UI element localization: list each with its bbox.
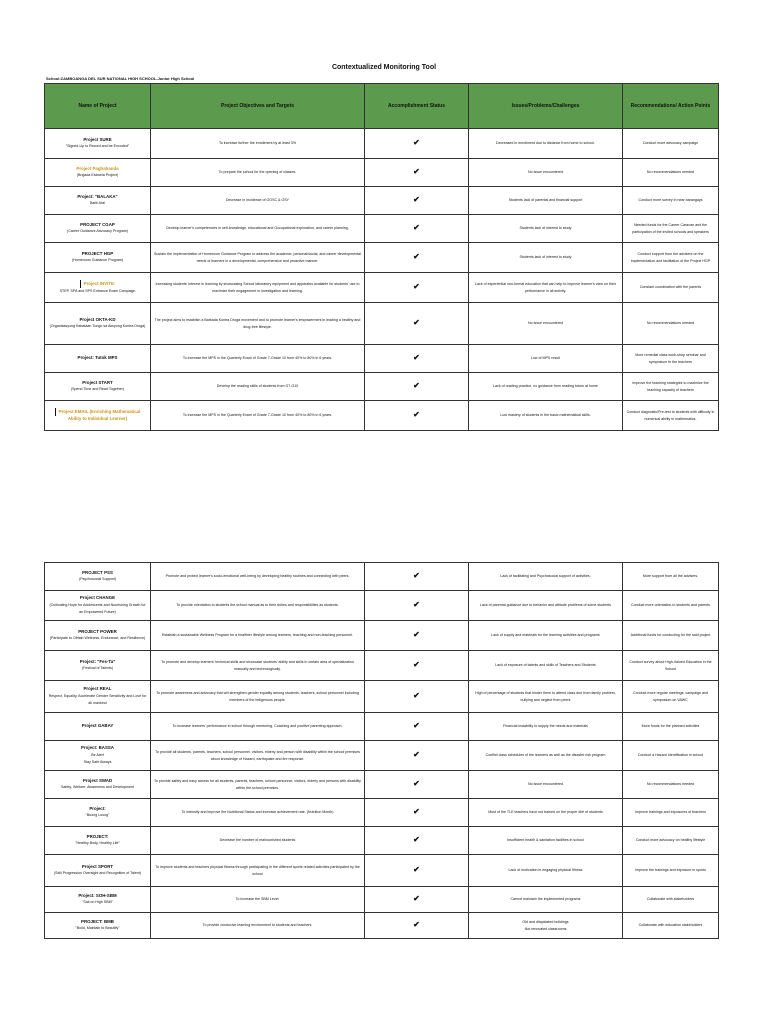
project-objective: To provide conducive learning environment to students and teachers. [151, 913, 365, 939]
project-subtitle: Respect, Equality, Accelerate Gender Sensitivity and Love for all mankind [48, 694, 147, 705]
header-issues: Issues/Problems/Challenges [469, 84, 623, 129]
project-recommendation: Constant coordination with the parents [623, 273, 719, 303]
project-name: PROJECT HGP [81, 250, 114, 256]
project-objective: Develop the reading skills of students from G7-G10 [151, 373, 365, 401]
project-name-cell [45, 591, 151, 621]
accomplishment-status-cell [365, 401, 469, 431]
project-issue: Old and dilapidated buildings Not renovated classrooms [469, 913, 623, 939]
project-objective: To increase the MPS in the Quarterly Exam of Grade 7-Grade 10 from 40% to 80% in 6 years. [151, 401, 365, 431]
project-issue: Lack of facilitating and Psychosocial support of activities. [469, 563, 623, 591]
table-row [45, 855, 719, 887]
project-name-cell [45, 187, 151, 215]
project-name-cell [45, 771, 151, 799]
check-icon: ✔ [413, 807, 420, 817]
project-recommendation: Conduct diagnostic/Pre-test to students with difficulty in numerical ability in mathematics. [623, 401, 719, 431]
project-objective: Decrease the number of malnourished students [151, 827, 365, 855]
project-objective: To promote and develop learners' technical skills and showcase students' ability and skills in certain area of specialization manually and technologically. [151, 651, 365, 681]
project-recommendation: Needed funds for the Career Caravan and the participation of the invited schools and speakers [623, 215, 719, 243]
project-recommendation: No recommendations needed [623, 771, 719, 799]
table-row [45, 187, 719, 215]
accomplishment-status-cell [365, 713, 469, 741]
project-subtitle: (Career Guidance Advocacy Program) [67, 229, 128, 234]
table-row [45, 129, 719, 159]
project-name-cell [45, 303, 151, 345]
project-objective: The project aims to establish a Barkada Kontra Droga movement and to promote learner's empowerment in leading a healthy and drug-free lifestyle. [151, 303, 365, 345]
project-recommendation: Conduct more survey in near barangays [623, 187, 719, 215]
project-name-cell [45, 887, 151, 913]
project-name: Project GABAY [81, 723, 114, 729]
project-subtitle: "Healthy Body, Healthy Life" [75, 841, 120, 846]
monitoring-table-2 [44, 562, 719, 939]
project-name-cell [45, 621, 151, 651]
project-subtitle: (Brigada Eskwela Project) [76, 173, 119, 178]
project-issue: Conflict class schedules of the learners as well as the disaster risk program [469, 741, 623, 771]
check-icon: ✔ [413, 318, 420, 328]
project-name: PROJECT: BMB [81, 918, 114, 924]
project-subtitle: "Build, Maintain to Beautify" [75, 926, 120, 931]
project-objective: To intensify and improve the Nutritional Status and increase achievement rate. (Nutrition Month) [151, 799, 365, 827]
project-recommendation: Conduct more orientation to students and parents [623, 591, 719, 621]
header-name-of-project: Name of Project [45, 84, 151, 129]
table-row [45, 159, 719, 187]
project-issue: Students lack of parental and financial support [469, 187, 623, 215]
check-icon: ✔ [413, 600, 420, 610]
project-issue: Cannot maintain the implemented programs [469, 887, 623, 913]
check-icon: ✔ [413, 750, 420, 760]
header-accomplishment-status: Accomplishment Status [365, 84, 469, 129]
accomplishment-status-cell [365, 591, 469, 621]
project-issue: Financial instability to supply the needs and materials [469, 713, 623, 741]
project-objective: Establish a sustainable Wellness Program for a healthier lifestyle among learners, teaching and non-teaching personnel. [151, 621, 365, 651]
check-icon: ✔ [413, 630, 420, 640]
accomplishment-status-cell [365, 799, 469, 827]
project-issue: Lack of experiential non-formal education that can help to improve learner's view on their performance in all activity. [469, 273, 623, 303]
project-objective: Promote and protect learner's socio-emotional well-being by developing healthy routines and connecting with peers. [151, 563, 365, 591]
project-recommendation: Improve trainings and exposures of teachers [623, 799, 719, 827]
project-issue: Low of MPS result [469, 345, 623, 373]
check-icon: ✔ [413, 779, 420, 789]
accomplishment-status-cell [365, 621, 469, 651]
project-recommendation: Collaborate with education stakeholders [623, 913, 719, 939]
project-name: Project: "Fes-Ta" [79, 658, 116, 664]
row-marker [80, 280, 81, 288]
accomplishment-status-cell [365, 159, 469, 187]
project-subtitle: "Buong Lusog" [85, 813, 110, 818]
project-name: Project Paghahanda [76, 165, 119, 171]
check-icon: ✔ [413, 195, 420, 205]
project-subtitle: (Organisasyong Kabataan Tungo sa Aksyong Kontra Droga) [49, 324, 146, 329]
project-recommendation: Conduct more advocacy on healthy lifestyle [623, 827, 719, 855]
project-issue: Low mastery of students in the basic mathematical skills. [469, 401, 623, 431]
project-name-cell [45, 373, 151, 401]
check-icon: ✔ [413, 920, 420, 930]
accomplishment-status-cell [365, 303, 469, 345]
accomplishment-status-cell [365, 243, 469, 273]
accomplishment-status-cell [365, 855, 469, 887]
check-icon: ✔ [413, 167, 420, 177]
project-objective: Increasing students' interest in learning by showcasing School laboratory equipment and apparatus available for students' use to maximize their engagement in investigation and learning. [151, 273, 365, 303]
project-name-cell [45, 799, 151, 827]
project-subtitle: "Signed-Up to Record and be Encoded" [65, 144, 130, 149]
project-recommendation: Conduct more advocacy campaign [623, 129, 719, 159]
project-name: Project: SOH-SBM [78, 892, 117, 898]
table-row [45, 827, 719, 855]
project-name: Project REAL [83, 686, 112, 692]
table-row [45, 651, 719, 681]
check-icon: ✔ [413, 252, 420, 262]
check-icon: ✔ [413, 282, 420, 292]
header-recommendations: Recommendations/ Action Points [623, 84, 719, 129]
project-recommendation: Improve the trainings and exposure in sports [623, 855, 719, 887]
project-issue: Lack of parental guidance due to behavior and attitude problems of some students [469, 591, 623, 621]
project-issue: Students lack of interest to study [469, 243, 623, 273]
project-subtitle: (Spend Time and Read Together) [70, 387, 125, 392]
project-name-cell [45, 713, 151, 741]
project-name: Project OKTA-KD [79, 316, 116, 322]
accomplishment-status-cell [365, 913, 469, 939]
accomplishment-status-cell [365, 373, 469, 401]
project-name-cell [45, 243, 151, 273]
project-subtitle: Balik Aral [90, 201, 105, 206]
project-name-cell [45, 855, 151, 887]
project-issue: No issue encountered [469, 303, 623, 345]
check-icon: ✔ [413, 381, 420, 391]
project-name-cell [45, 345, 151, 373]
monitoring-table-1 [44, 83, 719, 431]
project-recommendation: Additional funds for conducting for the said project [623, 621, 719, 651]
check-icon: ✔ [413, 571, 420, 581]
table-row [45, 401, 719, 431]
project-name: PROJECT CGAP [80, 221, 115, 227]
project-subtitle: "Sail on High SBM" [82, 900, 113, 905]
table-row [45, 303, 719, 345]
project-name-cell [45, 741, 151, 771]
project-recommendation: No recommendations needed [623, 159, 719, 187]
project-recommendation: No recommendations needed [623, 303, 719, 345]
project-subtitle: (Homeroom Guidance Program) [71, 258, 124, 263]
table-row [45, 887, 719, 913]
check-icon: ✔ [413, 865, 420, 875]
table-row [45, 273, 719, 303]
project-recommendation: More support from all the advisers. [623, 563, 719, 591]
project-recommendation: Conduct support from the advisers on the implementation and facilitation of the Project HGP [623, 243, 719, 273]
check-icon: ✔ [413, 410, 420, 420]
table-row [45, 243, 719, 273]
project-subtitle: Be Alert Stay Safe Always [83, 753, 112, 764]
project-recommendation: Collaborate with stakeholders [623, 887, 719, 913]
project-issue: No issue encountered [469, 159, 623, 187]
accomplishment-status-cell [365, 741, 469, 771]
project-name: PROJECT POWER [78, 628, 117, 634]
project-name-cell [45, 913, 151, 939]
accomplishment-status-cell [365, 187, 469, 215]
project-name: Project: [89, 805, 106, 811]
table-row [45, 771, 719, 799]
accomplishment-status-cell [365, 215, 469, 243]
document-title: Contextualized Monitoring Tool [331, 64, 437, 71]
check-icon: ✔ [413, 691, 420, 701]
check-icon: ✔ [413, 835, 420, 845]
project-objective: Sustain the implementation of Homeroom Guidance Program to address the academic, personal/social, and career developmental needs of learners in a developmental, comprehensive and proactive manner. [151, 243, 365, 273]
project-objective: To increase learners' performance in school through mentoring, Coaching and positive parenting approach. [151, 713, 365, 741]
project-name-cell [45, 681, 151, 713]
check-icon: ✔ [413, 894, 420, 904]
project-name-cell [45, 129, 151, 159]
project-objective: Decrease in Incidence of OOSC & OSY [151, 187, 365, 215]
table-row [45, 741, 719, 771]
project-name-cell [45, 827, 151, 855]
project-subtitle: (Cultivating Hope for Adolescents and Nourishing Growth for an Empowered Future) [49, 603, 146, 614]
table-row [45, 621, 719, 651]
project-issue: Lack of supply and materials for the learning activities and programs [469, 621, 623, 651]
table-row [45, 345, 719, 373]
table-row [45, 563, 719, 591]
project-name: Project SURE [83, 136, 112, 142]
project-name: Project: "BALAKA" [77, 193, 118, 199]
table-row [45, 799, 719, 827]
project-name: Project START [82, 379, 113, 385]
project-recommendation: Conduct survey about High-Valued Education in the School [623, 651, 719, 681]
project-objective: To provide orientation to students the school manual as to their duties and responsibilities as students. [151, 591, 365, 621]
project-objective: To improve students and teachers physical fitness through participating in the different sports related activities participated by the school [151, 855, 365, 887]
project-name-cell [45, 159, 151, 187]
project-issue: No issue encountered [469, 771, 623, 799]
project-issue: Most of the TLE teachers have not trained on the proper diet of students [469, 799, 623, 827]
check-icon: ✔ [413, 138, 420, 148]
table-row [45, 681, 719, 713]
project-name-cell [45, 651, 151, 681]
project-recommendation: More remedial class work-shop seminar and symposium fo the teachers [623, 345, 719, 373]
project-subtitle: (Festival of Talents) [81, 666, 114, 671]
check-icon: ✔ [413, 721, 420, 731]
school-name: School:ZAMBOANGA DEL SUR NATIONAL HIGH SCHOOL-Junior High School [46, 76, 195, 81]
project-name: Project EMAIL (Enriching Mathematical Ability to Individual Learner) [58, 409, 141, 422]
project-objective: To increase the MPS in the Quarterly Exam of Grade 7-Grade 10 from 40% to 80% in 6 years. [151, 345, 365, 373]
accomplishment-status-cell [365, 771, 469, 799]
project-name: Project SWAD [82, 777, 113, 783]
project-issue: High of percentage of students that hinder them to attend class due from family problem, bullying and neglect from peers [469, 681, 623, 713]
project-issue: Lack of motivation in engaging physical fitness [469, 855, 623, 887]
project-objective: Develop learner's competencies in self-knowledge, educational and Occupational exploration, and career planning. [151, 215, 365, 243]
table-row [45, 713, 719, 741]
project-recommendation: Conduct more regular meetings, campaign and symposium on VAWC [623, 681, 719, 713]
check-icon: ✔ [413, 223, 420, 233]
project-recommendation: Improve the teaching strategies to maximize the teaching capacity of teachers [623, 373, 719, 401]
table-row [45, 913, 719, 939]
row-marker [55, 408, 56, 416]
project-name: Project: BASSA [81, 745, 114, 751]
project-name-cell [45, 273, 151, 303]
check-icon: ✔ [413, 353, 420, 363]
table-row [45, 373, 719, 401]
project-recommendation: More funds for the planned activities [623, 713, 719, 741]
project-objective: To prepare the school for the opening of classes. [151, 159, 365, 187]
project-objective: To increase the SBM Level. [151, 887, 365, 913]
project-name: PROJECT PSS [82, 569, 113, 575]
project-issue: Insufficient health & sanitation facilities in school [469, 827, 623, 855]
accomplishment-status-cell [365, 129, 469, 159]
project-issue: Lack of reading practice, no guidance from reading tutors at home [469, 373, 623, 401]
project-name: PROJECT: [86, 833, 109, 839]
accomplishment-status-cell [365, 681, 469, 713]
check-icon: ✔ [413, 660, 420, 670]
accomplishment-status-cell [365, 563, 469, 591]
header-objectives: Project Objectives and Targets [151, 84, 365, 129]
table-row [45, 591, 719, 621]
accomplishment-status-cell [365, 273, 469, 303]
project-subtitle: (Participate to Obtain Wellness, Endurance, and Resilience) [49, 636, 146, 641]
table-row [45, 215, 719, 243]
project-subtitle: STEP, SPA and SPS Entrance Exam Campaign [59, 289, 136, 294]
project-issue: Decreased in enrollment due to distance from home to school. [469, 129, 623, 159]
project-name: Project: Tutok MPS [77, 355, 118, 361]
project-name: Project SPORT [81, 863, 114, 869]
project-name: Project CHANGE [79, 595, 116, 601]
project-objective: To increase further the enrollment by at least 3% [151, 129, 365, 159]
accomplishment-status-cell [365, 887, 469, 913]
project-recommendation: Conduct a Hazard Identification in school [623, 741, 719, 771]
project-subtitle: (Psychosocial Support) [79, 577, 116, 582]
project-name-cell [45, 401, 151, 431]
accomplishment-status-cell [365, 827, 469, 855]
project-objective: To promote awareness and advocacy that will strengthen gender equality among students, teachers, school personnel including members of the indigenous people. [151, 681, 365, 713]
accomplishment-status-cell [365, 345, 469, 373]
project-objective: To provide all students, parents, teachers, school personnel, visitors, elderly and person with disability within the school premises about knowledge of Hazard, earthquake and fire response. [151, 741, 365, 771]
table-header-row [45, 84, 719, 129]
project-name-cell [45, 215, 151, 243]
project-subtitle: (Skill Progression Oversight and Recognition of Talent) [53, 871, 142, 876]
project-objective: To provide safety and easy access for all students, parents, teachers, school personnel, visitors, elderly and persons with disability within the school premises. [151, 771, 365, 799]
project-name-cell [45, 563, 151, 591]
project-subtitle: Safety, Welfare, Awareness and Development [61, 785, 134, 790]
project-name: Project INVITE: [83, 281, 116, 287]
accomplishment-status-cell [365, 651, 469, 681]
project-issue: Lack of exposure of talents and skills of Teachers and Students [469, 651, 623, 681]
project-issue: Students lack of interest to study [469, 215, 623, 243]
